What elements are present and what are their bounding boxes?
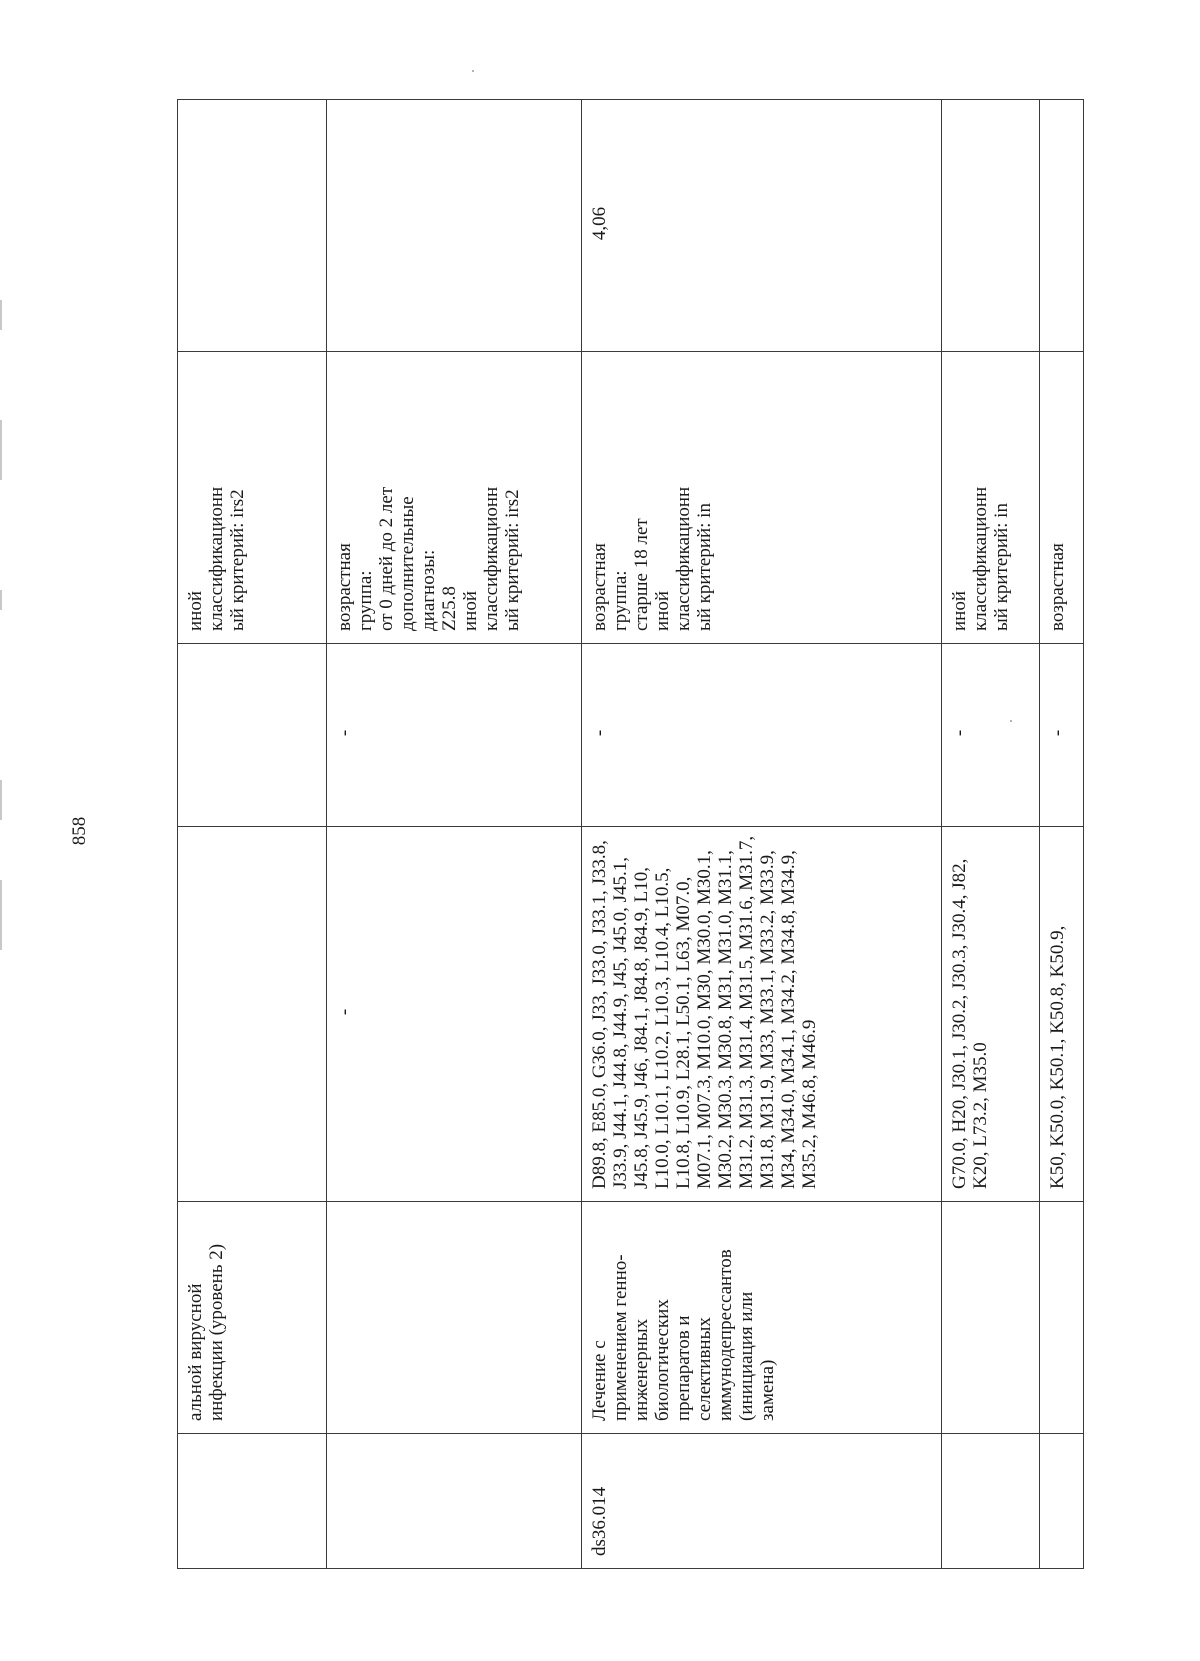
name-cell <box>327 1202 582 1434</box>
criteria-line: дополнительные <box>397 496 418 631</box>
criteria-line: иной <box>460 590 481 631</box>
criteria-cell <box>178 352 327 644</box>
name-line: инфекции (уровень 2) <box>206 1243 227 1421</box>
criteria-cell <box>327 352 582 644</box>
coefficient-cell: 4,06 <box>582 100 942 352</box>
coefficient-cell <box>1040 100 1084 352</box>
name-line: инженерных <box>631 1318 652 1421</box>
criteria-line: возрастная <box>334 543 355 631</box>
operation-cell <box>327 644 582 827</box>
name-line: применением генно- <box>610 1254 631 1421</box>
diagnoses-cell: D89.8, E85.0, G36.0, J33, J33.0, J33.1, J33.8, J33.9, J44.1, J44.8, J44.9, J45, J45.0, J45.1, J45.8, J45.9, J46, J84.1, J84.8, J84.9, L10, L10.0, L10.1, L10.2, L10.3, L10.4, L10.5, L10.8, L10.9, L28.1, L50.1, L63, M07.0, M07.1, M07.3, M10.0, M30, M30.0, M30.1, M30.2, M30.3, M30.8, M31, M31.0, M31.1, M31.2, M31.3, M31.4, M31.5, M31.6, M31.7, M31.8, M31.9, M33, M33.1, M33.2, M33.9, M34, M34.0, M34.1, M34.2, M34.8, M34.9, M35.2, M46.8, M46.9 <box>582 827 942 1202</box>
scan-edge-mark <box>0 880 2 950</box>
table-row <box>178 100 327 1569</box>
table-row <box>327 100 582 1569</box>
name-line: Лечение с <box>589 1340 610 1421</box>
coefficient-cell <box>942 100 1040 352</box>
diagnoses-cell: G70.0, H20, J30.1, J30.2, J30.3, J30.4, J82, K20, L73.2, M35.0 <box>942 827 1040 1202</box>
criteria-cell <box>582 352 942 644</box>
code-cell <box>942 1434 1040 1569</box>
table-row <box>1040 100 1084 1569</box>
code-cell <box>178 1434 327 1569</box>
operation-value: - <box>1047 729 1068 737</box>
criteria-line: ый критерий: in <box>694 503 715 631</box>
name-line: селективных <box>694 1317 715 1421</box>
name-line: (инициация или <box>736 1291 757 1421</box>
table-row <box>582 100 942 1569</box>
code-cell: ds36.014 <box>582 1434 942 1569</box>
operation-value: - <box>334 729 355 737</box>
operation-cell <box>582 644 942 827</box>
diagnoses-cell: K50, K50.0, K50.1, K50.8, K50.9, <box>1040 827 1084 1202</box>
criteria-line: классификационн <box>206 486 227 631</box>
page-number: 858 <box>69 816 90 846</box>
criteria-line: Z25.8 <box>439 586 460 631</box>
name-cell <box>942 1202 1040 1434</box>
criteria-cell <box>1040 352 1084 644</box>
scan-edge-mark <box>0 780 2 820</box>
criteria-line: иной <box>652 590 673 631</box>
diagnoses-cell <box>327 827 582 1202</box>
scan-edge-mark <box>0 590 2 610</box>
name-line: биологических <box>652 1299 673 1421</box>
criteria-line: ый критерий: irs2 <box>227 489 248 631</box>
criteria-line: группа: <box>610 570 631 631</box>
scan-edge-mark <box>0 300 2 330</box>
operation-cell <box>942 644 1040 827</box>
name-line: замена) <box>757 1359 778 1421</box>
criteria-cell <box>942 352 1040 644</box>
name-cell <box>1040 1202 1084 1434</box>
name-cell <box>178 1202 327 1434</box>
name-line: иммунодепрессантов <box>715 1249 736 1421</box>
name-line: альной вирусной <box>185 1283 206 1421</box>
code-cell <box>1040 1434 1084 1569</box>
criteria-line: иной <box>949 590 970 631</box>
criteria-line: классификационн <box>970 486 991 631</box>
diagnoses-cell <box>178 827 327 1202</box>
ksg-table <box>177 99 1084 1569</box>
code-cell <box>327 1434 582 1569</box>
diagnoses-value: - <box>334 1008 355 1016</box>
coefficient-cell <box>327 100 582 352</box>
criteria-line: классификационн <box>481 486 502 631</box>
coefficient-cell <box>178 100 327 352</box>
rotated-table-wrapper <box>177 100 1087 1569</box>
criteria-line: от 0 дней до 2 лет <box>376 486 397 631</box>
scan-edge-mark <box>0 420 2 480</box>
name-line: препаратов и <box>673 1315 694 1421</box>
operation-value: - <box>949 729 970 737</box>
name-cell <box>582 1202 942 1434</box>
criteria-line: возрастная <box>589 543 610 631</box>
criteria-line: классификационн <box>673 486 694 631</box>
criteria-line: группа: <box>355 570 376 631</box>
operation-cell <box>1040 644 1084 827</box>
criteria-line: ый критерий: irs2 <box>502 489 523 631</box>
criteria-line: старше 18 лет <box>631 518 652 631</box>
table-row <box>942 100 1040 1569</box>
operation-cell <box>178 644 327 827</box>
criteria-line: диагнозы: <box>418 549 439 631</box>
criteria-line: иной <box>185 590 206 631</box>
operation-value: - <box>589 729 610 737</box>
criteria-line: возрастная <box>1047 543 1068 631</box>
scan-speck <box>472 70 474 72</box>
criteria-line: ый критерий: in <box>991 503 1012 631</box>
